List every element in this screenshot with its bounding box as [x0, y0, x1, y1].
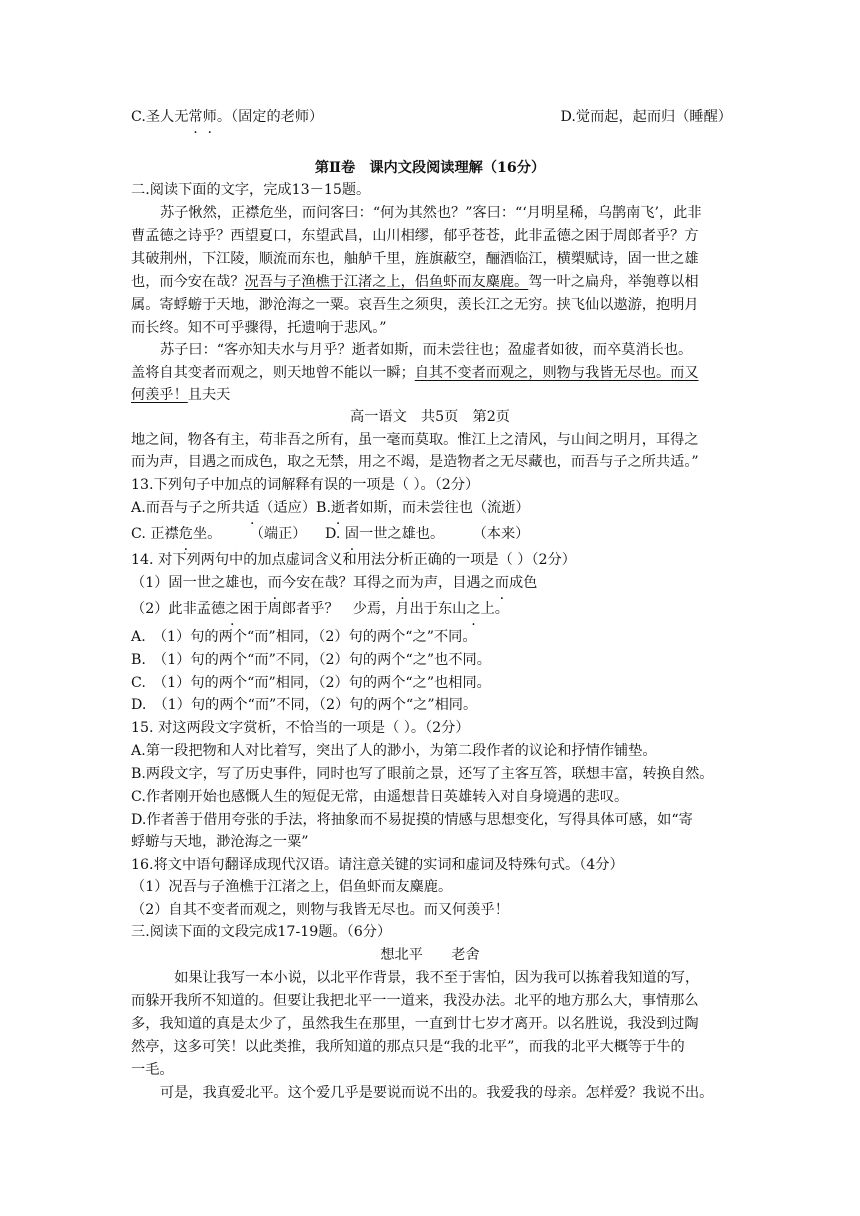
- p2-line3: 何羡乎！且夫天: [131, 387, 231, 403]
- question-15-option-b: B.两段文字，写了历史事件，同时也写了眼前之景，还写了主客互答，联想丰富，转换自然。: [131, 766, 714, 782]
- question-16: 16.将文中语句翻译成现代汉语。请注意关键的实词和虚词及特殊句式。（4分）: [131, 857, 624, 873]
- question-14-option-c: C. （1）句的两个“而”相同，（2）句的两个“之”也相同。: [131, 675, 491, 691]
- question-14-option-b: B. （1）句的两个“而”不同，（2）句的两个“之”也不同。: [131, 652, 491, 668]
- question-14: 14. 对下列两句中的加点虚词含义和用法分析正确的一项是（ ）（2分）: [131, 552, 576, 568]
- question-14-option-d: D. （1）句的两个“而”不同，（2）句的两个“之”相同。: [131, 697, 478, 713]
- question-15-option-d-cont: 蜉蝣与天地，渺沧海之一粟”: [131, 834, 309, 850]
- question-13: 13.下列句子中加点的词解释有误的一项是（ ）。（2分）: [131, 477, 480, 493]
- question-16-item-1: （1）况吾与子渔樵于江渚之上，侣鱼虾而友麋鹿。: [131, 879, 453, 895]
- question-15-option-c: C.作者刚开始也感慨人生的短促无常，由遥想昔日英雄转入对自身境遇的悲叹。: [131, 789, 629, 805]
- question-15: 15. 对这两段文字赏析，不恰当的一项是（ ）。（2分）: [131, 720, 470, 736]
- option-d-top: D.觉而起，起而归（睡醒）: [560, 109, 732, 125]
- p2-line2: 盖将自其变者而观之，则天地曾不能以一瞬；自其不变者而观之，则物与我皆无尽也。而又: [131, 365, 699, 381]
- essay-p1-line2: 而躲开我所不知道的。但要让我把北平一一道来，我没办法。北平的地方那么大，事情那么: [131, 993, 699, 1009]
- question-16-item-2: （2）自其不变者而观之，则物与我皆无尽也。而又何羡乎！: [131, 902, 509, 918]
- question-13-options-ab: A.而吾与子之所共适（适应）B.逝者如斯，而未尝往也（流逝）: [131, 500, 530, 516]
- essay-p1-line4: 然亭，这多可笑！以此类推，我所知道的那点只是“我的北平”，而我的北平大概等于牛的: [131, 1039, 685, 1055]
- p1-line5: 属。寄蜉蝣于天地，渺沧海之一粟。哀吾生之须臾，羡长江之无穷。挟飞仙以遨游，抱明月: [131, 297, 699, 313]
- essay-p1-line5: 一毛。: [131, 1062, 174, 1078]
- question-14-option-a: A. （1）句的两个“而”相同，（2）句的两个“之”不同。: [131, 629, 477, 645]
- underlined-sentence-2: 自其不变者而观之，则物与我皆无尽也。而又: [414, 365, 699, 381]
- section2-intro: 二.阅读下面的文字，完成13－15题。: [131, 182, 371, 198]
- question-15-option-d: D.作者善于借用夸张的手法，将抽象而不易捉摸的情感与思想变化，写得具体可感，如“寄: [131, 812, 693, 828]
- question-13-option-d: D. 固一世之雄也。 （本来）: [325, 526, 530, 542]
- option-c-top: C.圣人无常师。（固定的老师）: [131, 109, 324, 125]
- p3-line2: 而为声，目遇之而成色，取之无禁，用之不竭，是造物者之无尽藏也，而吾与子之所共适。”: [131, 454, 699, 470]
- essay-p1-line1: 如果让我写一本小说，以北平作背景，我不至于害怕，因为我可以拣着我知道的写，: [160, 970, 700, 986]
- p1-line3: 其破荆州，下江陵，顺流而东也，舳舻千里，旌旗蔽空，酾酒临江，横槊赋诗，固一世之雄: [131, 251, 699, 267]
- section3-intro: 三.阅读下面的文段完成17-19题。（6分）: [131, 924, 392, 940]
- p1-line1: 苏子愀然，正襟危坐，而问客曰：“何为其然也？”客曰：“‘月明星稀，乌鹊南飞’，此非: [160, 205, 702, 221]
- question-15-option-a: A.第一段把物和人对比着写，突出了人的渺小，为第二段作者的议论和抒情作铺垫。: [131, 743, 657, 759]
- p1-line4: 也，而今安在哉？况吾与子渔樵于江渚之上，侣鱼虾而友麋鹿。驾一叶之扁舟，举匏尊以相: [131, 274, 699, 290]
- page-footer: 高一语文 共5页 第2页: [350, 409, 510, 425]
- question-13-option-c: C. 正襟危坐。 （端正）: [131, 526, 307, 542]
- section2-title: 第Ⅱ卷 课内文段阅读理解（16分）: [314, 160, 546, 176]
- essay-p1-line3: 多，我知道的真是太少了，虽然我生在那里，一直到廿七岁才离开。以名胜说，我没到过陶: [131, 1016, 699, 1032]
- question-14-sentence-1: （1）固一世之雄也，而今安在哉？耳得之而为声，目遇之而成色: [131, 575, 538, 591]
- p1-line2: 曹孟德之诗乎？西望夏口，东望武昌，山川相缪，郁乎苍苍，此非孟德之困于周郎者乎？方: [131, 228, 699, 244]
- p2-line1: 苏子曰：“客亦知夫水与月乎？逝者如斯，而未尝往也；盈虚者如彼，而卒莫消长也。: [160, 342, 693, 358]
- p1-line6: 而长终。知不可乎骤得，托遗响于悲风。”: [131, 320, 387, 336]
- underlined-sentence-1: 况吾与子渔樵于江渚之上，侣鱼虾而友麋鹿。: [244, 274, 529, 290]
- p3-line1: 地之间，物各有主，苟非吾之所有，虽一毫而莫取。惟江上之清风，与山间之明月，耳得之: [131, 432, 699, 448]
- essay-title: 想北平 老舍: [380, 947, 480, 963]
- essay-p2-line1: 可是，我真爱北平。这个爱几乎是要说而说不出的。我爱我的母亲。怎样爱？我说不出。: [160, 1085, 714, 1101]
- question-14-sentence-2: （2）此非孟德之困于周郎者乎？ 少焉，月出于东山之上。: [131, 601, 509, 617]
